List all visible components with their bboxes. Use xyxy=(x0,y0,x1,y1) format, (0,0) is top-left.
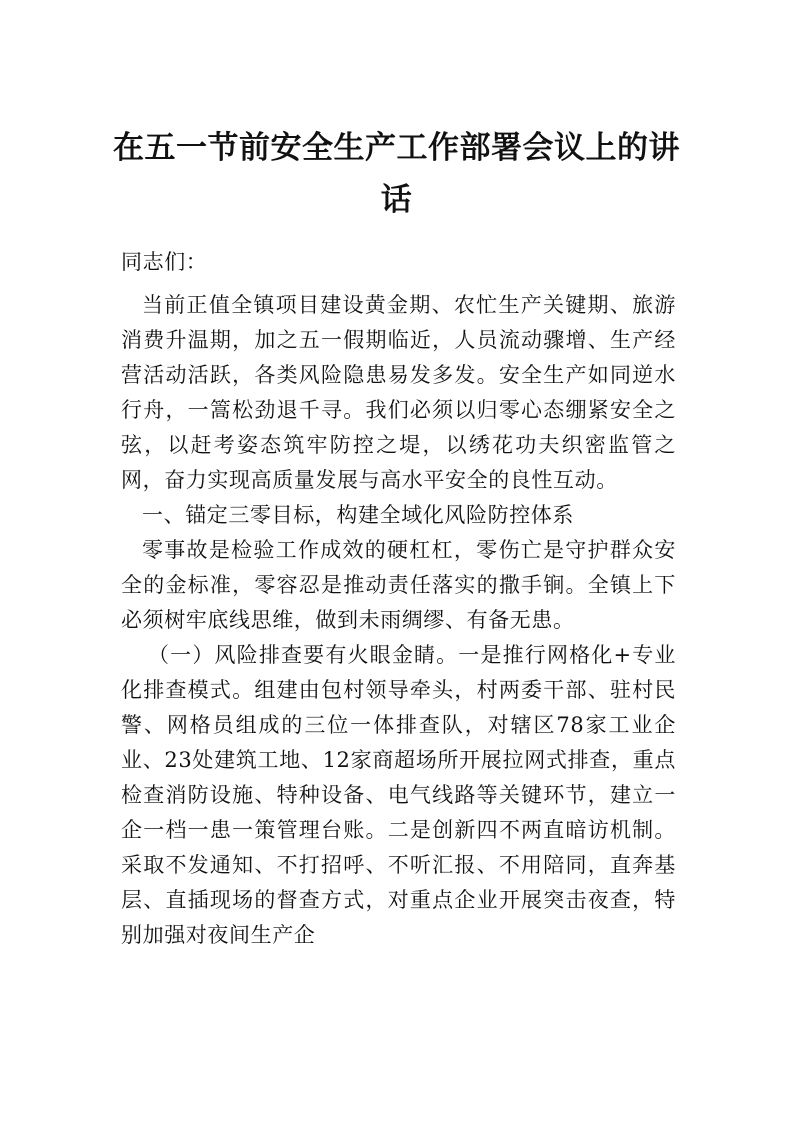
document-body xyxy=(121,245,676,953)
section-heading-1: 一、锚定三零目标，构建全域化风险防控体系 xyxy=(142,503,574,527)
paragraph-subsection-1: （一）风险排查要有火眼金睛。一是推行网格化+专业化排查模式。组建由包村领导牵头，村两委干部、驻村民警、网格员组成的三位一体排查队，对辖区78家工业企业、23处建筑工地、12家商超场所开展拉网式排查，重点检查消防设施、特种设备、电气线路等关键环节，建立一企一档一患一策管理台账。二是创新四不两直暗访机制。采取不发通知、不打招呼、不听汇报、不用陪同，直奔基层、直插现场的督查方式，对重点企业开展突击夜查，特别加强对夜间生产企 xyxy=(121,643,676,947)
paragraph-section-1: 零事故是检验工作成效的硬杠杠，零伤亡是守护群众安全的金标准，零容忍是推动责任落实的撒手锏。全镇上下必须树牢底线思维，做到未雨绸缪、有备无患。 xyxy=(121,538,676,632)
paragraph-intro: 当前正值全镇项目建设黄金期、农忙生产关键期、旅游消费升温期，加之五一假期临近，人员流动骤增、生产经营活动活跃，各类风险隐患易发多发。安全生产如同逆水行舟，一篙松劲退千寻。我们必须以归零心态绷紧安全之弦，以赶考姿态筑牢防控之堤，以绣花功夫织密监管之网，奋力实现高质量发展与高水平安全的良性互动。 xyxy=(121,293,676,492)
salutation: 同志们： xyxy=(121,250,208,274)
document-title: 在五一节前安全生产工作部署会议上的讲话 xyxy=(113,130,680,218)
